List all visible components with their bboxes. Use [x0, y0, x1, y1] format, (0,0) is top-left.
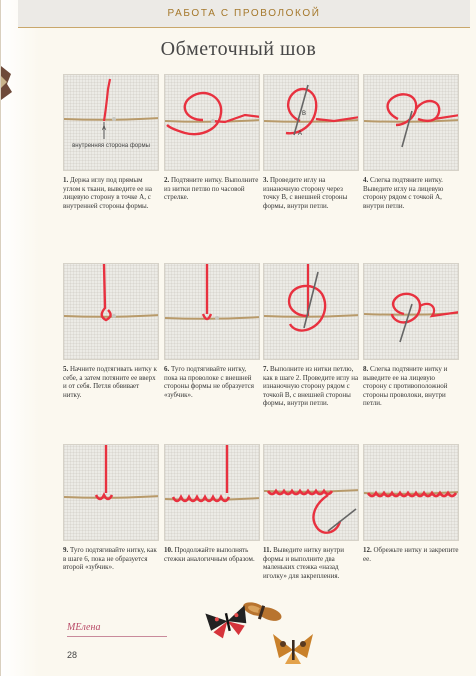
- step-photo: [63, 74, 159, 171]
- step-caption: [164, 365, 260, 399]
- step-text: Проведите иглу на изнаночную сторону через точку В, с внешней стороны формы, внутри петли.: [263, 176, 348, 210]
- step-caption: [263, 546, 359, 580]
- step-photo: [363, 74, 459, 171]
- step-text: Держа иглу под прямым углом к ткани, выведите ее на лицевую сторону в точке А, с внутренней стороны формы.: [63, 176, 152, 210]
- step-number: 4.: [363, 176, 369, 184]
- step-caption: [263, 176, 359, 210]
- moth-edge-icon: [1, 62, 13, 102]
- step-caption: [164, 176, 260, 202]
- moth-icon: [241, 600, 283, 626]
- footer-divider: [67, 636, 167, 637]
- step-text: Слегка подтяните нитку и выведите ее на лицевую сторону с противоположной стороны проволоки, внутри петли.: [363, 365, 448, 408]
- step-photo: [263, 263, 359, 360]
- step-caption: [363, 365, 459, 408]
- step-text: Продолжайте выполнять стежки аналогичным образом.: [164, 546, 255, 563]
- step-photo: [164, 263, 260, 360]
- step-caption: [363, 176, 459, 210]
- step-number: 9.: [63, 546, 69, 554]
- step-photo: [263, 74, 359, 171]
- moth-icon: [205, 605, 250, 641]
- page-number: 28: [67, 650, 78, 660]
- step-text: Выведите нитку внутри формы и выполните два маленьких стежка «назад иголку» для закрепления.: [263, 546, 345, 580]
- step-number: 10.: [164, 546, 173, 554]
- step-text: Подтяните нитку. Выполните из нитки петлю по часовой стрелке.: [164, 176, 259, 202]
- step-text: Слегка подтяните нитку. Выведите иглу на лицевую сторону рядом с точкой А, внутри петли.: [363, 176, 444, 210]
- brand-name: МЕлена: [67, 622, 101, 633]
- step-photo: [164, 444, 260, 541]
- step-photo: [363, 444, 459, 541]
- step-caption: [63, 176, 159, 210]
- header-divider: [18, 27, 470, 28]
- step-number: 12.: [363, 546, 372, 554]
- step-photo: [63, 263, 159, 360]
- step-caption: [63, 365, 159, 399]
- step-photo: [63, 444, 159, 541]
- step-text: Начните подтягивать нитку к себе, а затем потяните ее вверх и от себя. Петля обвивает нитку.: [63, 365, 157, 399]
- header-band: [18, 0, 470, 27]
- section-title: РАБОТА С ПРОВОЛОКОЙ: [167, 8, 321, 19]
- step-number: 3.: [263, 176, 269, 184]
- inner-side-label: внутренняя сторона формы: [72, 143, 150, 149]
- step-number: 2.: [164, 176, 170, 184]
- step-number: 7.: [263, 365, 269, 373]
- step-caption: [263, 365, 359, 408]
- point-a-label: A: [298, 131, 303, 137]
- step-text: Туго подтягивайте нитку, пока на проволоке с внешней стороны формы не образуется «зубчик».: [164, 365, 254, 399]
- step-caption: [164, 546, 260, 563]
- step-photo: [164, 74, 260, 171]
- step-number: 11.: [263, 546, 272, 554]
- point-b-label: B: [302, 111, 307, 117]
- page-title: Обметочный шов: [160, 38, 317, 60]
- step-number: 1.: [63, 176, 69, 184]
- step-number: 5.: [63, 365, 69, 373]
- moths-illustration: [199, 592, 329, 676]
- step-text: Туго подтягивайте нитку, как в шаге 6, пока не образуется второй «зубчик».: [63, 546, 157, 572]
- point-a-label: A: [102, 126, 107, 132]
- step-caption: [63, 546, 159, 572]
- step-photo: [263, 444, 359, 541]
- step-caption: [363, 546, 459, 563]
- step-photo: [363, 263, 459, 360]
- step-number: 6.: [164, 365, 170, 373]
- step-text: Выполните из нитки петлю, как в шаге 2. Проведите иглу на изнаночную сторону рядом с точкой В, с внешней стороны формы, внутри петли.: [263, 365, 359, 408]
- step-number: 8.: [363, 365, 369, 373]
- step-text: Обрежьте нитку и закрепите ее.: [363, 546, 459, 563]
- moth-icon: [273, 634, 313, 664]
